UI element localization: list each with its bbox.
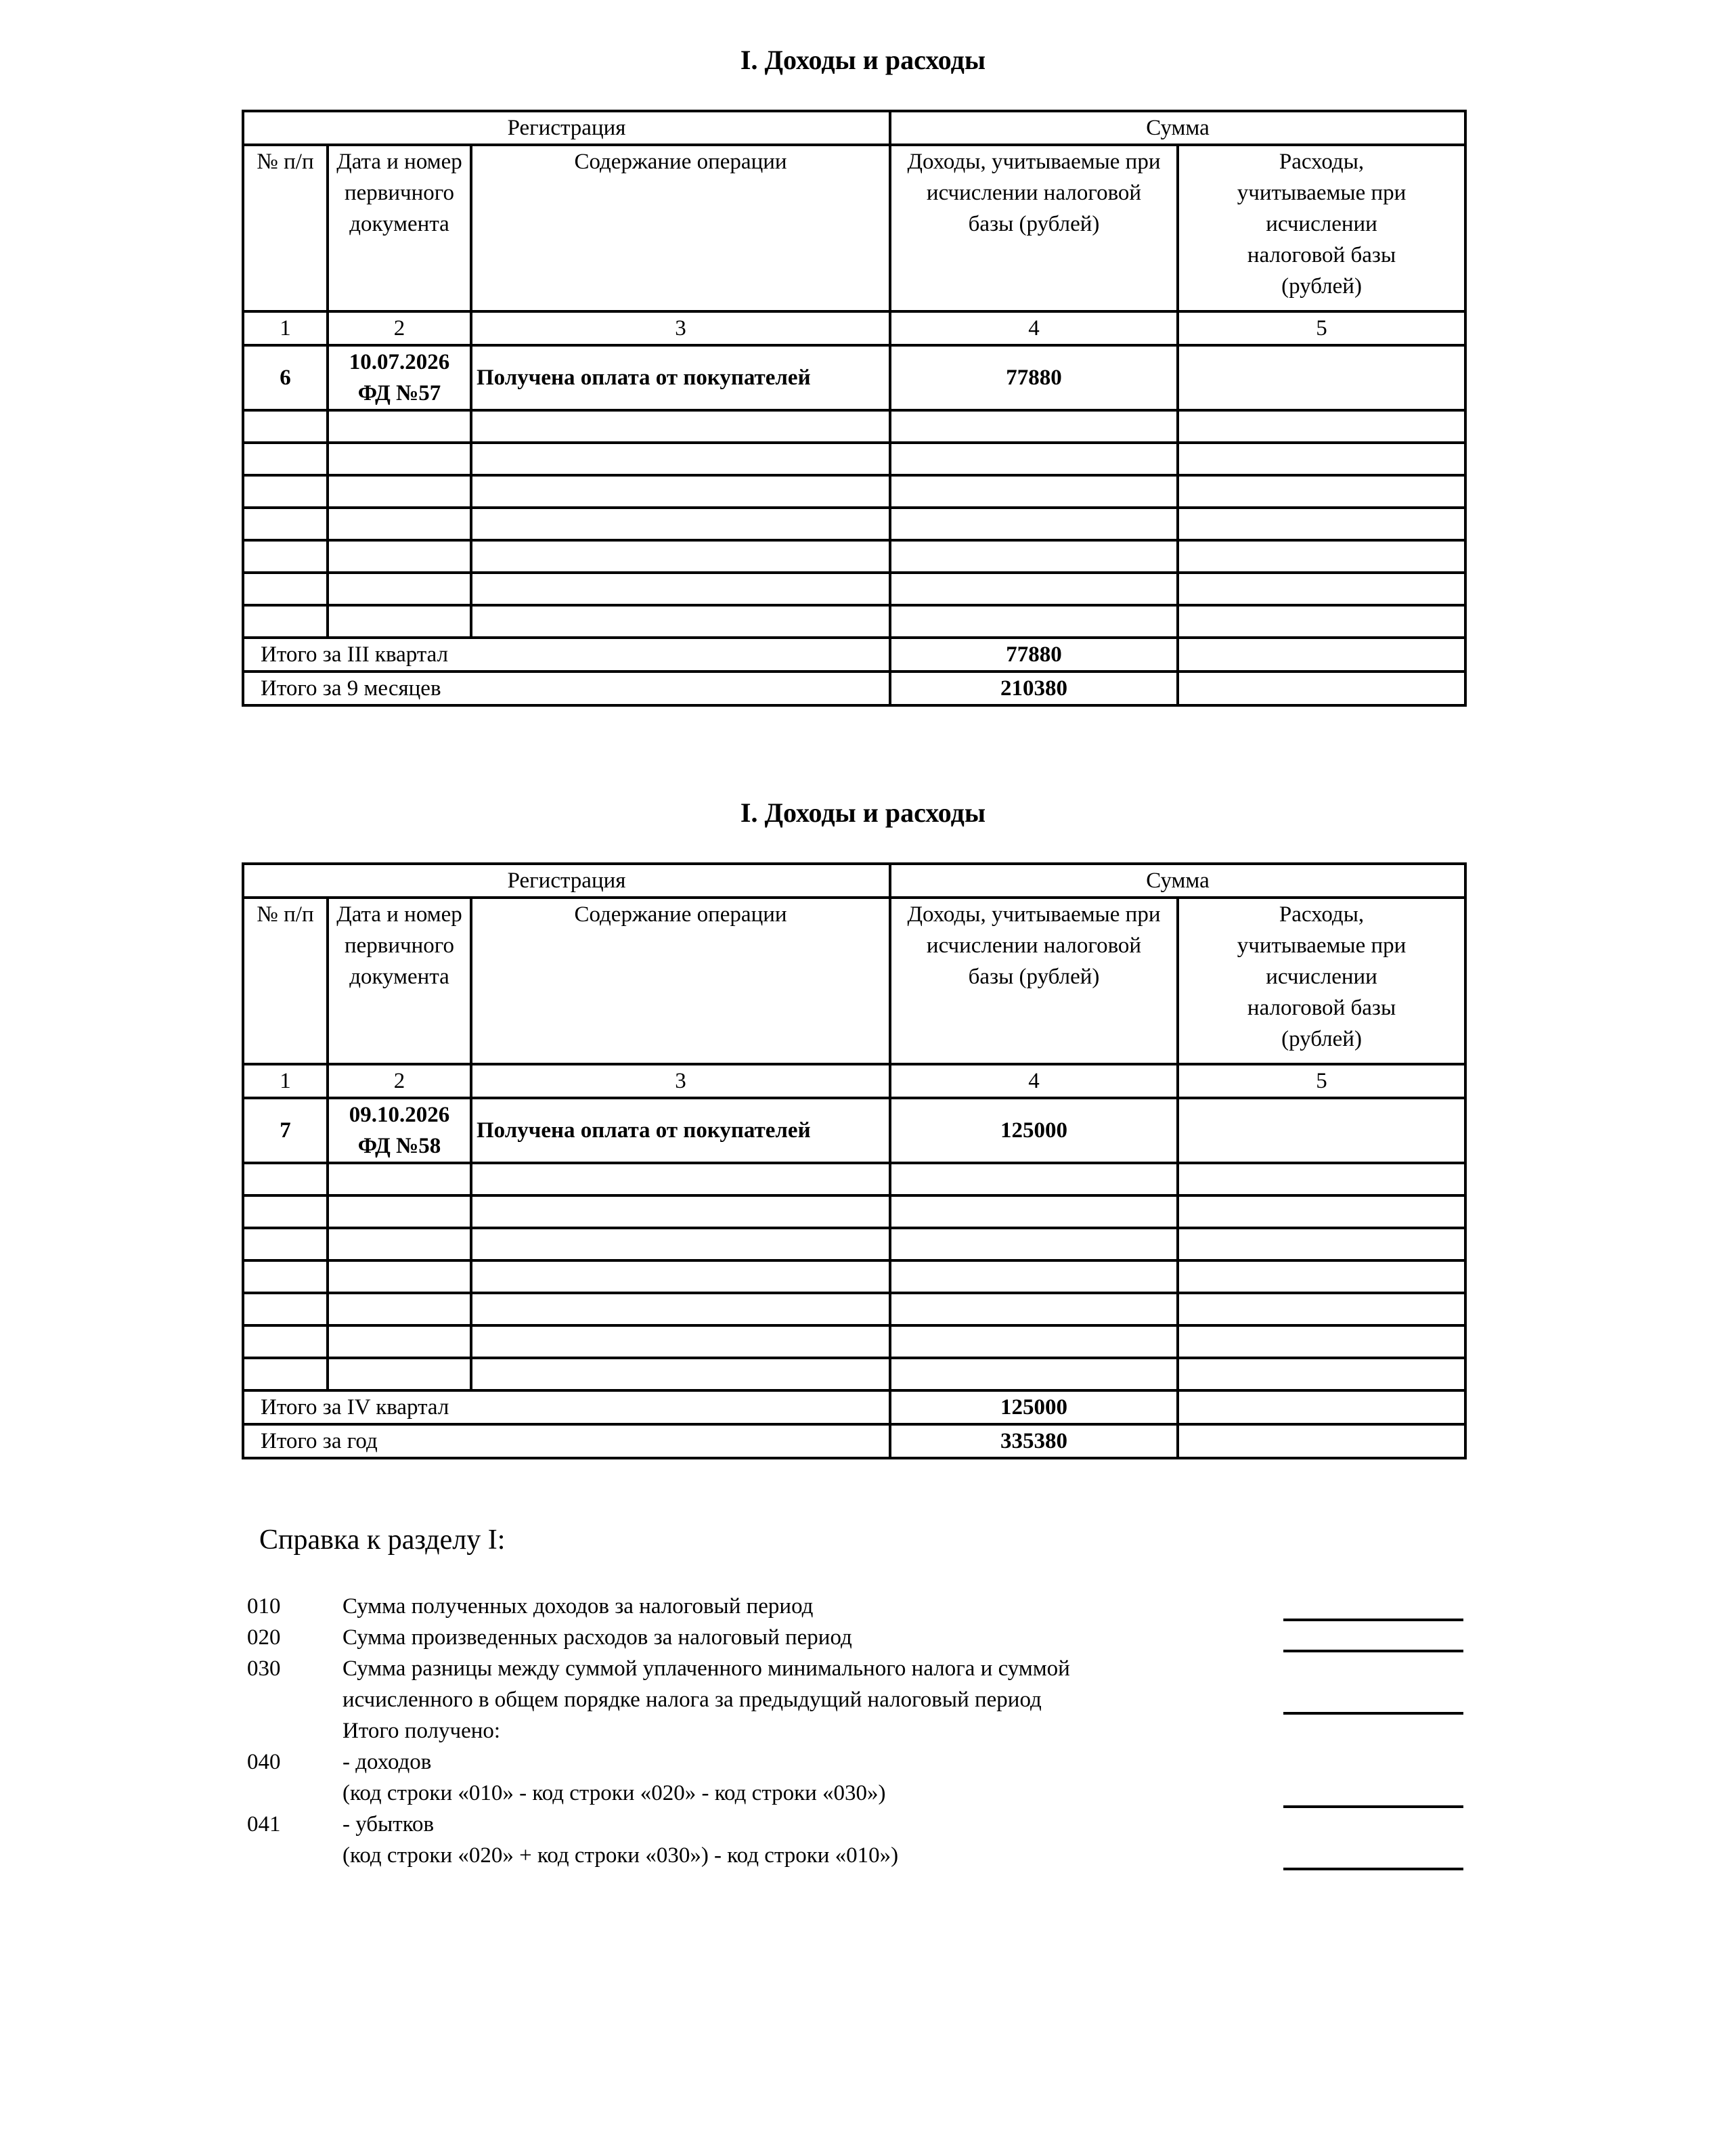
total-income: 125000	[890, 1390, 1178, 1424]
entry-expense	[1178, 1098, 1465, 1163]
empty-row	[243, 1293, 1465, 1325]
total-label: Итого за год	[243, 1424, 890, 1458]
total-row	[243, 672, 1465, 705]
reference-text: Сумма полученных доходов за налоговый период	[342, 1594, 814, 1619]
column-number: 4	[890, 1064, 1178, 1098]
entry-date-doc	[328, 345, 471, 410]
total-row	[243, 1390, 1465, 1424]
reference-text: Сумма произведенных расходов за налоговый период	[342, 1625, 852, 1650]
header-col-date: Дата и номер первичного документа	[328, 145, 471, 311]
reference-text: Итого получено:	[342, 1719, 501, 1743]
entry-expense	[1178, 345, 1465, 410]
column-number: 3	[471, 311, 890, 345]
reference-value-line	[1283, 1868, 1463, 1870]
reference-text: - доходов	[342, 1750, 432, 1774]
reference-text: (код строки «010» - код строки «020» - код строки «030»)	[342, 1781, 886, 1805]
section-title: I. Доходы и расходы	[740, 797, 986, 828]
column-number: 4	[890, 311, 1178, 345]
section-title: I. Доходы и расходы	[740, 45, 986, 75]
column-number: 2	[328, 1064, 471, 1098]
entry-content: Получена оплата от покупателей	[471, 345, 890, 410]
empty-row	[243, 508, 1465, 540]
total-income: 77880	[890, 638, 1178, 672]
header-col-content: Содержание операции	[471, 145, 890, 311]
empty-row	[243, 1228, 1465, 1260]
header-col-date: Дата и номер первичного документа	[328, 898, 471, 1064]
column-number: 5	[1178, 1064, 1465, 1098]
empty-row	[243, 410, 1465, 443]
reference-value-line	[1283, 1619, 1463, 1621]
header-sum: Сумма	[890, 111, 1465, 145]
header-col-num: № п/п	[243, 898, 328, 1064]
total-row	[243, 638, 1465, 672]
column-number: 3	[471, 1064, 890, 1098]
entry-income: 125000	[890, 1098, 1178, 1163]
reference-code: 040	[247, 1750, 281, 1774]
entry-doc: ФД №58	[357, 1134, 441, 1158]
empty-row	[243, 443, 1465, 475]
header-col-income: Доходы, учитываемые при исчислении налоговой базы (рублей)	[890, 898, 1178, 1064]
reference-text: исчисленного в общем порядке налога за предыдущий налоговый период	[342, 1688, 1042, 1712]
empty-row	[243, 1195, 1465, 1228]
empty-row	[243, 1260, 1465, 1293]
table-row	[243, 345, 1465, 410]
table-group-header-row	[243, 111, 1465, 145]
reference-value-line	[1283, 1805, 1463, 1808]
total-label: Итого за 9 месяцев	[243, 672, 890, 705]
total-label: Итого за III квартал	[243, 638, 890, 672]
table-column-header-row	[243, 145, 1465, 311]
column-number-row	[243, 311, 1465, 345]
reference-title: Справка к разделу I:	[259, 1524, 506, 1556]
empty-row	[243, 1358, 1465, 1390]
empty-row	[243, 605, 1465, 638]
empty-row	[243, 1163, 1465, 1195]
table-column-header-row	[243, 898, 1465, 1064]
reference-code: 041	[247, 1812, 281, 1836]
entry-date: 10.07.2026	[349, 350, 450, 374]
column-number: 1	[243, 311, 328, 345]
total-expense	[1178, 672, 1465, 705]
reference-code: 020	[247, 1625, 281, 1650]
total-row	[243, 1424, 1465, 1458]
column-number: 1	[243, 1064, 328, 1098]
income-expense-table	[242, 862, 1467, 1459]
header-registration: Регистрация	[243, 111, 890, 145]
column-number: 5	[1178, 311, 1465, 345]
column-number-row	[243, 1064, 1465, 1098]
entry-num: 6	[243, 345, 328, 410]
empty-row	[243, 540, 1465, 573]
reference-code: 030	[247, 1656, 281, 1681]
entry-doc: ФД №57	[357, 381, 441, 405]
header-col-num: № п/п	[243, 145, 328, 311]
empty-row	[243, 1325, 1465, 1358]
entry-income: 77880	[890, 345, 1178, 410]
total-expense	[1178, 1390, 1465, 1424]
reference-text: (код строки «020» + код строки «030») - код строки «010»)	[342, 1843, 899, 1868]
column-number: 2	[328, 311, 471, 345]
entry-date-doc	[328, 1098, 471, 1163]
reference-value-line	[1283, 1712, 1463, 1715]
table-group-header-row	[243, 864, 1465, 898]
total-label: Итого за IV квартал	[243, 1390, 890, 1424]
header-registration: Регистрация	[243, 864, 890, 898]
entry-content: Получена оплата от покупателей	[471, 1098, 890, 1163]
entry-date: 09.10.2026	[349, 1103, 450, 1127]
header-col-income: Доходы, учитываемые при исчислении налоговой базы (рублей)	[890, 145, 1178, 311]
empty-row	[243, 573, 1465, 605]
total-income: 210380	[890, 672, 1178, 705]
total-expense	[1178, 638, 1465, 672]
reference-text: Сумма разницы между суммой уплаченного минимального налога и суммой	[342, 1656, 1070, 1681]
empty-row	[243, 475, 1465, 508]
income-expense-table	[242, 110, 1467, 707]
table-row	[243, 1098, 1465, 1163]
reference-code: 010	[247, 1594, 281, 1619]
header-col-expense: Расходы, учитываемые при исчислении налоговой базы (рублей)	[1178, 145, 1465, 311]
total-expense	[1178, 1424, 1465, 1458]
total-income: 335380	[890, 1424, 1178, 1458]
reference-value-line	[1283, 1650, 1463, 1652]
header-sum: Сумма	[890, 864, 1465, 898]
reference-text: - убытков	[342, 1812, 435, 1836]
entry-num: 7	[243, 1098, 328, 1163]
header-col-expense: Расходы, учитываемые при исчислении налоговой базы (рублей)	[1178, 898, 1465, 1064]
header-col-content: Содержание операции	[471, 898, 890, 1064]
